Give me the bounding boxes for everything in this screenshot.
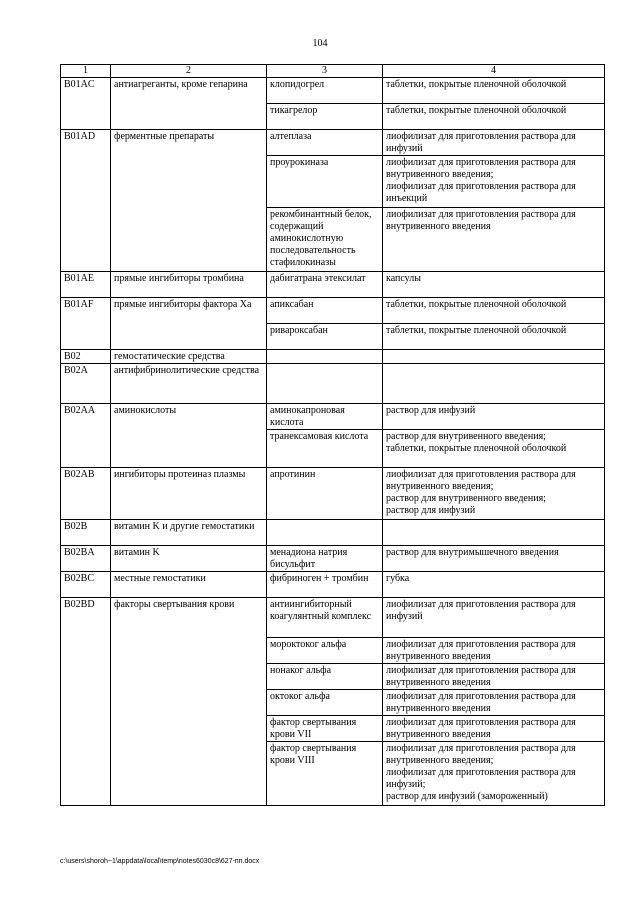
column-header-4: 4: [383, 65, 605, 78]
dosage-form-line: лиофилизат для приготовления раствора для внутривенного введения;: [386, 157, 576, 180]
pharmacological-group-cell: местные гемостатики: [111, 572, 267, 598]
dosage-form-line: лиофилизат для приготовления раствора для инфузий: [386, 131, 576, 154]
drug-name-cell: менадиона натрия бисульфит: [267, 546, 383, 572]
dosage-forms-cell: [383, 520, 605, 546]
dosage-forms-cell: [383, 468, 605, 520]
column-header-1: 1: [61, 65, 111, 78]
dosage-form-line: раствор для инфузий: [386, 405, 476, 416]
dosage-forms-cell: [383, 364, 605, 404]
table-row: [61, 130, 605, 156]
atc-code-cell: B01AE: [61, 272, 111, 298]
dosage-forms-cell: [383, 546, 605, 572]
drug-name-cell: нонаког альфа: [267, 664, 383, 690]
table-row: [61, 404, 605, 430]
dosage-form-line: лиофилизат для приготовления раствора для инфузий: [386, 599, 576, 622]
atc-code-cell: B01AD: [61, 130, 111, 272]
column-header-3: 3: [267, 65, 383, 78]
dosage-form-line: лиофилизат для приготовления раствора для внутривенного введения: [386, 665, 576, 688]
dosage-forms-cell: [383, 208, 605, 272]
atc-code-cell: B02B: [61, 520, 111, 546]
footer-file-path: c:\users\shoroh~1\appdata\local\temp\notes6030c8\627-пп.docx: [60, 858, 260, 865]
dosage-form-line: лиофилизат для приготовления раствора для внутривенного введения: [386, 209, 576, 232]
dosage-form-line: лиофилизат для приготовления раствора для внутривенного введения: [386, 639, 576, 662]
pharmacological-group-cell: гемостатические средства: [111, 350, 267, 364]
drug-name-cell: апротинин: [267, 468, 383, 520]
dosage-form-line: губка: [386, 573, 410, 584]
pharmacological-group-cell: ферментные препараты: [111, 130, 267, 272]
table-row: [61, 298, 605, 324]
dosage-forms-cell: [383, 350, 605, 364]
drug-name-cell: алтеплаза: [267, 130, 383, 156]
dosage-form-line: раствор для внутривенного введения;: [386, 431, 546, 442]
pharmacological-group-cell: прямые ингибиторы тромбина: [111, 272, 267, 298]
pharmacological-group-cell: ингибиторы протеиназ плазмы: [111, 468, 267, 520]
drug-name-cell: мороктоког альфа: [267, 638, 383, 664]
dosage-form-line: раствор для инфузий: [386, 505, 476, 516]
atc-code-cell: B02: [61, 350, 111, 364]
drug-name-cell: фактор свертывания крови VIII: [267, 742, 383, 806]
dosage-forms-cell: [383, 742, 605, 806]
dosage-form-line: таблетки, покрытые пленочной оболочкой: [386, 79, 567, 90]
atc-code-cell: B02BD: [61, 598, 111, 806]
drug-name-cell: [267, 520, 383, 546]
drug-name-cell: [267, 350, 383, 364]
dosage-forms-cell: [383, 664, 605, 690]
drug-name-cell: тикагрелор: [267, 104, 383, 130]
dosage-form-line: раствор для инфузий (замороженный): [386, 791, 548, 802]
dosage-forms-cell: [383, 156, 605, 208]
page-number: 104: [312, 38, 328, 49]
dosage-form-line: таблетки, покрытые пленочной оболочкой: [386, 325, 567, 336]
dosage-form-line: таблетки, покрытые пленочной оболочкой: [386, 443, 567, 454]
table-row: [61, 78, 605, 104]
table-body: [61, 78, 605, 806]
drug-name-cell: апиксабан: [267, 298, 383, 324]
drug-name-cell: рекомбинантный белок, содержащий аминокислотную последовательность стафилокиназы: [267, 208, 383, 272]
table-row: [61, 468, 605, 520]
dosage-form-line: таблетки, покрытые пленочной оболочкой: [386, 299, 567, 310]
dosage-form-line: лиофилизат для приготовления раствора для инъекций: [386, 181, 576, 204]
table-row: [61, 364, 605, 404]
table-row: [61, 350, 605, 364]
dosage-forms-cell: [383, 572, 605, 598]
pharmacological-group-cell: витамин K и другие гемостатики: [111, 520, 267, 546]
dosage-form-line: таблетки, покрытые пленочной оболочкой: [386, 105, 567, 116]
pharmacological-group-cell: витамин K: [111, 546, 267, 572]
drug-name-cell: октоког альфа: [267, 690, 383, 716]
atc-code-cell: B02BC: [61, 572, 111, 598]
pharmacological-group-cell: прямые ингибиторы фактора Xa: [111, 298, 267, 350]
table-row: [61, 520, 605, 546]
dosage-forms-cell: [383, 716, 605, 742]
dosage-forms-cell: [383, 404, 605, 430]
pharmacological-group-cell: аминокислоты: [111, 404, 267, 468]
dosage-forms-cell: [383, 638, 605, 664]
table-row: [61, 598, 605, 638]
dosage-forms-cell: [383, 598, 605, 638]
drug-name-cell: клопидогрел: [267, 78, 383, 104]
pharmacological-group-cell: антиагреганты, кроме гепарина: [111, 78, 267, 130]
drug-name-cell: ривароксабан: [267, 324, 383, 350]
atc-code-cell: B01AF: [61, 298, 111, 350]
dosage-form-line: лиофилизат для приготовления раствора для внутривенного введения: [386, 691, 576, 714]
pharmacological-group-cell: факторы свертывания крови: [111, 598, 267, 806]
header-row: [61, 65, 605, 78]
drug-name-cell: антиингибиторный коагулянтный комплекс: [267, 598, 383, 638]
table-row: [61, 572, 605, 598]
dosage-forms-cell: [383, 430, 605, 468]
dosage-form-line: раствор для внутримышечного введения: [386, 547, 559, 558]
drug-name-cell: проурокиназа: [267, 156, 383, 208]
column-header-2: 2: [111, 65, 267, 78]
atc-code-cell: B02AB: [61, 468, 111, 520]
atc-code-cell: B02AA: [61, 404, 111, 468]
dosage-forms-cell: [383, 78, 605, 104]
dosage-form-line: лиофилизат для приготовления раствора для инфузий;: [386, 767, 576, 790]
atc-code-cell: B02A: [61, 364, 111, 404]
atc-code-cell: B02BA: [61, 546, 111, 572]
dosage-forms-cell: [383, 130, 605, 156]
drug-name-cell: фибриноген + тромбин: [267, 572, 383, 598]
table-row: [61, 272, 605, 298]
dosage-form-line: лиофилизат для приготовления раствора для внутривенного введения;: [386, 469, 576, 492]
dosage-form-line: лиофилизат для приготовления раствора для внутривенного введения;: [386, 743, 576, 766]
drug-name-cell: [267, 364, 383, 404]
dosage-forms-cell: [383, 298, 605, 324]
drug-name-cell: аминокапроновая кислота: [267, 404, 383, 430]
dosage-form-line: капсулы: [386, 273, 421, 284]
dosage-forms-cell: [383, 324, 605, 350]
dosage-forms-cell: [383, 272, 605, 298]
dosage-form-line: раствор для внутривенного введения;: [386, 493, 546, 504]
drug-name-cell: фактор свертывания крови VII: [267, 716, 383, 742]
dosage-forms-cell: [383, 690, 605, 716]
pharmacological-group-cell: антифибринолитические средства: [111, 364, 267, 404]
drug-name-cell: дабигатрана этексилат: [267, 272, 383, 298]
dosage-form-line: лиофилизат для приготовления раствора для внутривенного введения: [386, 717, 576, 740]
dosage-forms-cell: [383, 104, 605, 130]
drug-name-cell: транексамовая кислота: [267, 430, 383, 468]
table-row: [61, 546, 605, 572]
drug-table: [60, 64, 605, 806]
atc-code-cell: B01AC: [61, 78, 111, 130]
